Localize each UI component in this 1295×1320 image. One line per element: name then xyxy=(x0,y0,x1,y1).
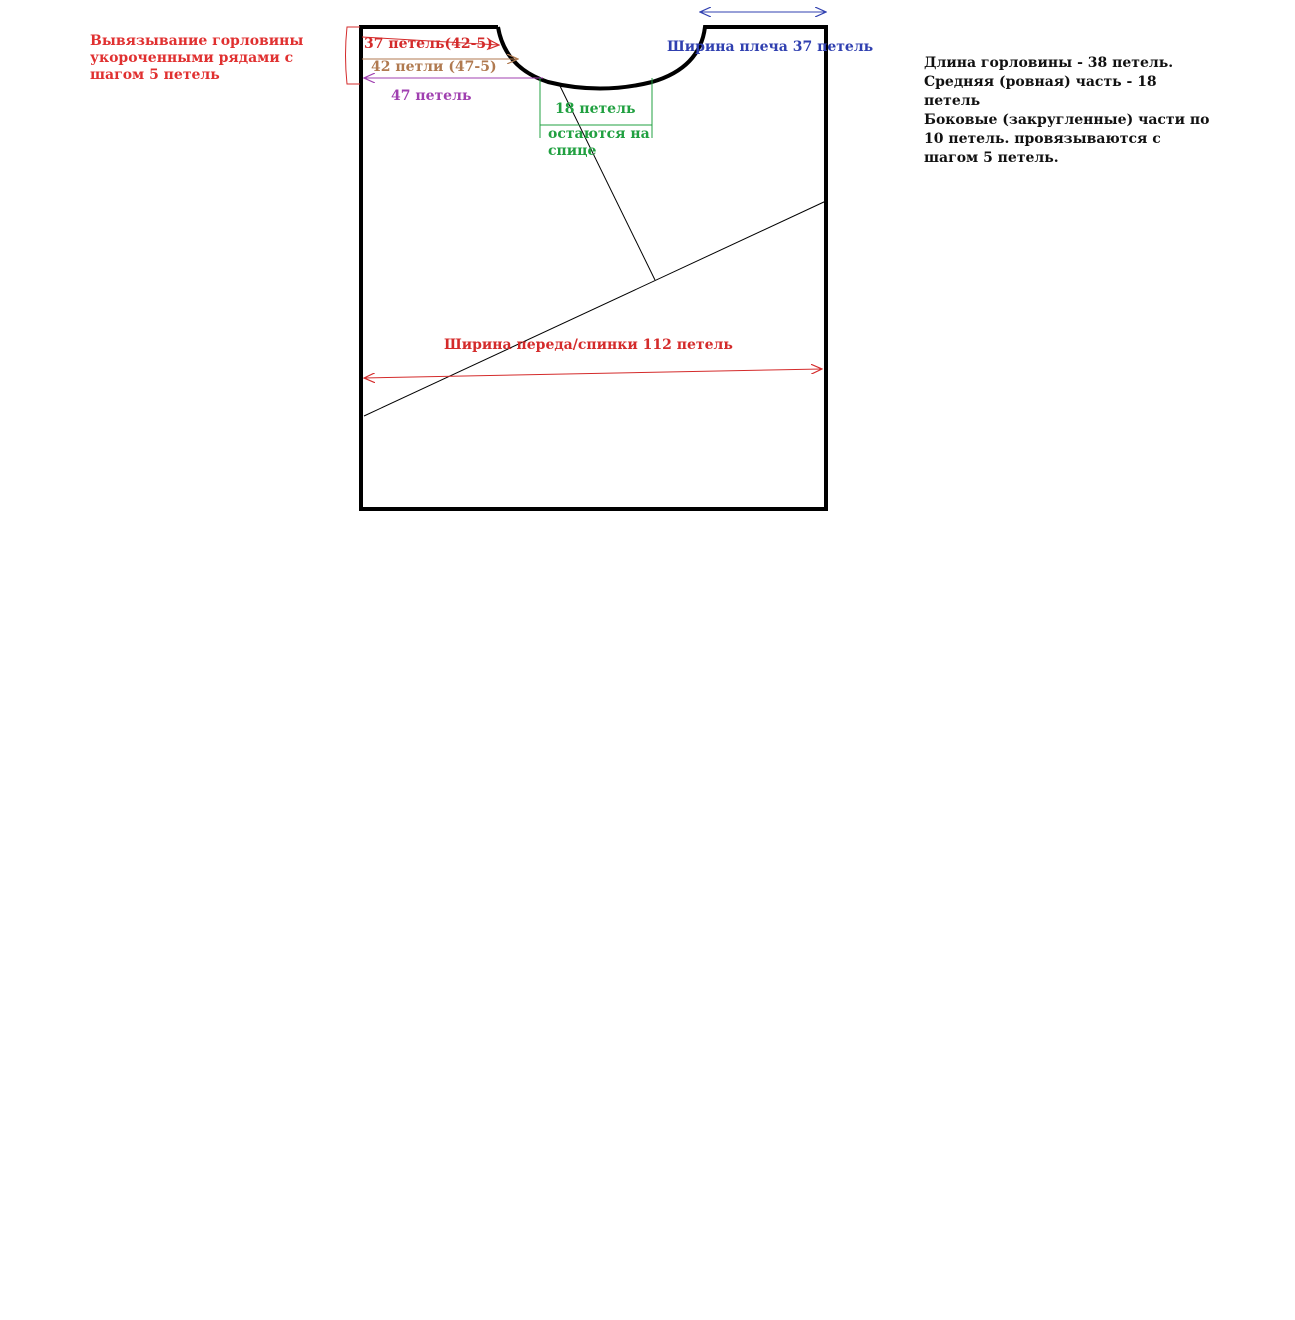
diagonal-line-long xyxy=(364,201,826,416)
center-stitches-note: остаются на спице xyxy=(548,126,650,159)
row-42-label: 42 петли (47-5) xyxy=(371,59,497,75)
center-stitches-label: 18 петель xyxy=(555,101,636,117)
body-width-label: Ширина переда/спинки 112 петель xyxy=(444,337,733,353)
row-37-label: 37 петель(42-5) xyxy=(364,36,493,52)
body-width-arrow xyxy=(364,369,822,378)
neckline-method-note: Вывязывание горловины укороченными рядами с шагом 5 петель xyxy=(90,33,304,83)
neckline-note-line-3: Боковые (закругленные) части по 10 петель. провязываются с шагом 5 петель. xyxy=(924,112,1210,166)
red-bracket xyxy=(346,27,361,84)
neckline-note-line-1: Длина горловины - 38 петель. xyxy=(924,55,1174,71)
neckline-notes xyxy=(924,54,1214,168)
neckline-note-line-2: Средняя (ровная) часть - 18 петель xyxy=(924,74,1157,109)
row-47-label: 47 петель xyxy=(391,88,472,104)
shoulder-width-label: Ширина плеча 37 петель xyxy=(667,39,874,55)
